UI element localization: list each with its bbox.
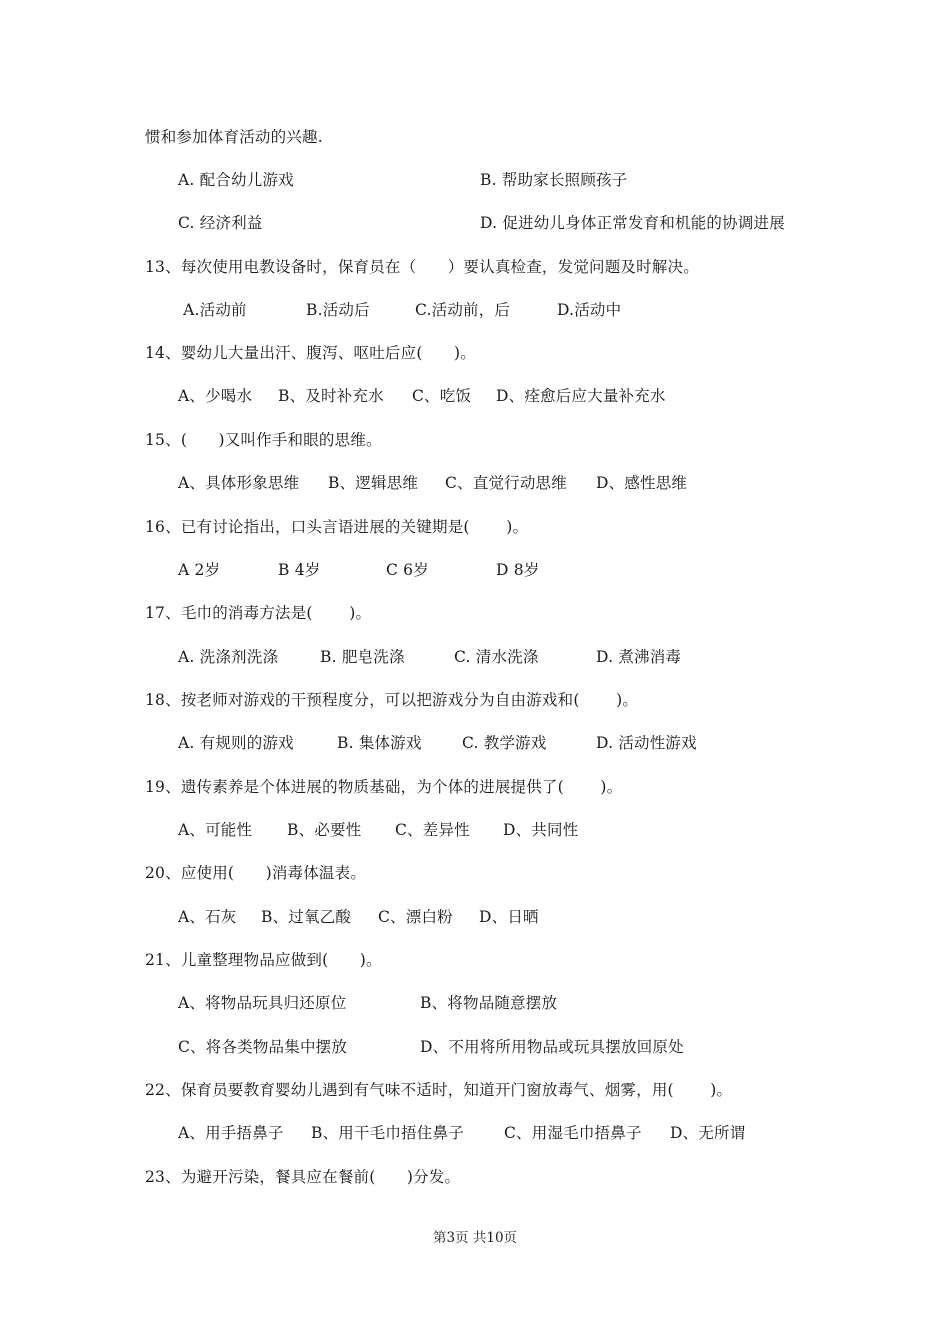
question-18-option-c: C. 教学游戏 <box>462 734 547 752</box>
q12-option-d: D. 促进幼儿身体正常发育和机能的协调进展 <box>480 214 785 232</box>
question-22-option-b: B、用干毛巾捂住鼻子 <box>311 1124 464 1142</box>
question-23-stem: 23、为避开污染，餐具应在餐前( )分发。 <box>145 1168 461 1186</box>
question-22-option-d: D、无所谓 <box>670 1124 746 1142</box>
question-20-stem: 20、应使用( )消毒体温表。 <box>145 864 367 882</box>
intro-line: 惯和参加体育活动的兴趣. <box>145 128 323 146</box>
question-21-stem: 21、儿童整理物品应做到( )。 <box>145 951 382 969</box>
question-22-option-a: A、用手捂鼻子 <box>178 1124 284 1142</box>
question-14-stem: 14、婴幼儿大量出汗、腹泻、呕吐后应( )。 <box>145 344 476 362</box>
question-21-option-c: C、将各类物品集中摆放 <box>178 1038 348 1056</box>
question-15-stem: 15、( )又叫作手和眼的思维。 <box>145 431 382 449</box>
question-16-option-b: B 4岁 <box>278 561 321 579</box>
question-20-option-a: A、石灰 <box>178 908 237 926</box>
question-16-stem: 16、已有讨论指出，口头言语进展的关键期是( )。 <box>145 518 529 536</box>
question-17-option-d: D. 煮沸消毒 <box>596 648 682 666</box>
question-13-option-a: A.活动前 <box>178 301 247 319</box>
question-15-option-a: A、具体形象思维 <box>178 474 300 492</box>
question-21-option-b: B、将物品随意摆放 <box>420 994 558 1012</box>
question-18-option-a: A. 有规则的游戏 <box>178 734 294 752</box>
question-14-option-b: B、及时补充水 <box>278 387 384 405</box>
question-19-option-b: B、必要性 <box>287 821 362 839</box>
q12-option-c: C. 经济利益 <box>178 214 263 232</box>
question-15-option-d: D、感性思维 <box>596 474 688 492</box>
question-20-option-d: D、日晒 <box>479 908 539 926</box>
question-13-stem: 13、每次使用电教设备时，保育员在（ ）要认真检查，发觉问题及时解决。 <box>145 258 699 276</box>
q12-option-b: B. 帮助家长照顾孩子 <box>480 171 628 189</box>
question-14-option-a: A、少喝水 <box>178 387 253 405</box>
question-18-option-b: B. 集体游戏 <box>337 734 422 752</box>
question-13-option-b: B.活动后 <box>306 301 370 319</box>
question-15-option-b: B、逻辑思维 <box>328 474 419 492</box>
question-18-option-d: D. 活动性游戏 <box>596 734 697 752</box>
question-16-option-c: C 6岁 <box>386 561 429 579</box>
question-16-option-a: A 2岁 <box>178 561 221 579</box>
question-17-option-c: C. 清水洗涤 <box>454 648 539 666</box>
question-14-option-c: C、吃饭 <box>412 387 472 405</box>
question-20-option-c: C、漂白粉 <box>378 908 453 926</box>
question-20-option-b: B、过氧乙酸 <box>261 908 352 926</box>
question-21-option-a: A、将物品玩具归还原位 <box>178 994 347 1012</box>
question-15-option-c: C、直觉行动思维 <box>445 474 567 492</box>
question-19-stem: 19、遗传素养是个体进展的物质基础，为个体的进展提供了( )。 <box>145 778 623 796</box>
question-17-stem: 17、毛巾的消毒方法是( )。 <box>145 604 372 622</box>
question-21-option-d: D、不用将所用物品或玩具摆放回原处 <box>420 1038 684 1056</box>
question-14-option-d: D、痊愈后应大量补充水 <box>496 387 666 405</box>
q12-option-a: A. 配合幼儿游戏 <box>178 171 294 189</box>
question-19-option-d: D、共同性 <box>503 821 579 839</box>
question-17-option-b: B. 肥皂洗涤 <box>320 648 405 666</box>
question-18-stem: 18、按老师对游戏的干预程度分，可以把游戏分为自由游戏和( )。 <box>145 691 639 709</box>
question-16-option-d: D 8岁 <box>496 561 540 579</box>
question-22-option-c: C、用湿毛巾捂鼻子 <box>504 1124 642 1142</box>
question-19-option-c: C、差异性 <box>395 821 470 839</box>
question-19-option-a: A、可能性 <box>178 821 253 839</box>
question-17-option-a: A. 洗涤剂洗涤 <box>178 648 279 666</box>
question-22-stem: 22、保育员要教育婴幼儿遇到有气味不适时，知道开门窗放毒气、烟雾，用( )。 <box>145 1081 733 1099</box>
question-13-option-d: D.活动中 <box>557 301 622 319</box>
page-footer: 第3页 共10页 <box>432 1230 518 1246</box>
question-13-option-c: C.活动前，后 <box>415 301 511 319</box>
